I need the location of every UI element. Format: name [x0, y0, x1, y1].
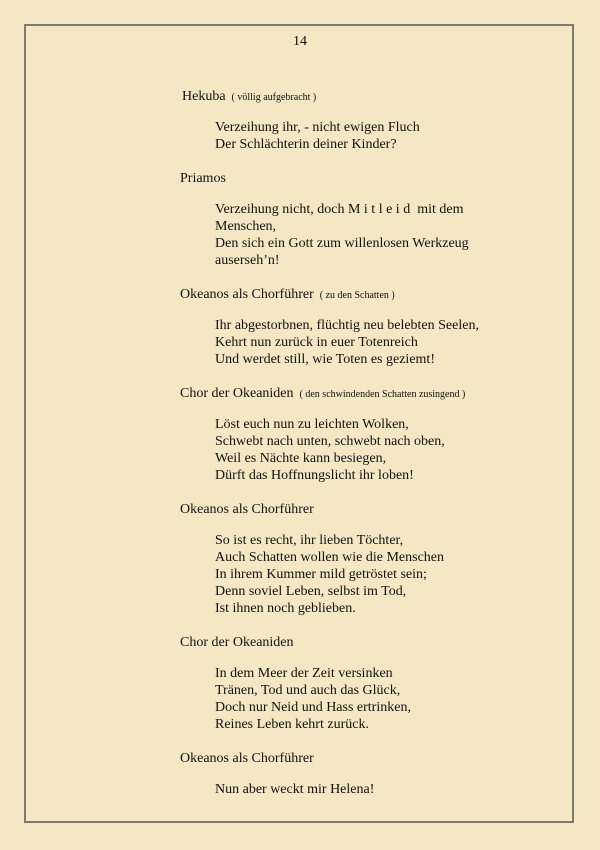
verse-line: So ist es recht, ihr lieben Töchter, [215, 533, 404, 548]
speaker-name: Okeanos als Chorführer [180, 502, 314, 517]
speech-block-chor [180, 385, 560, 484]
speech-block-okeanos [180, 286, 560, 368]
verse-line: Weil es Nächte kann besiegen, [215, 451, 387, 466]
page-number: 14 [293, 34, 307, 49]
speaker-line [180, 501, 560, 518]
verse-lines [215, 665, 560, 733]
verse-line: In ihrem Kummer mild getröstet sein; [215, 567, 427, 582]
emphasized-word: Mitleid [347, 202, 414, 217]
verse-lines [215, 532, 560, 617]
speech-block-okeanos [180, 750, 560, 798]
speaker-name: Okeanos als Chorführer [180, 751, 314, 766]
speaker-line [180, 634, 560, 651]
verse-line [215, 201, 560, 218]
verse-line: Verzeihung ihr, - nicht ewigen Fluch [215, 120, 420, 135]
verse-line: Und werdet still, wie Toten es geziemt! [215, 352, 435, 367]
verse-line: Dürft das Hoffnungslicht ihr loben! [215, 468, 414, 483]
verse-line: Schwebt nach unten, schwebt nach oben, [215, 434, 445, 449]
speaker-name: Hekuba [182, 89, 226, 104]
verse-text: mit dem [413, 202, 464, 217]
speaker-line [180, 170, 560, 187]
verse-line: Ist ihnen noch geblieben. [215, 601, 356, 616]
verse-line: Den sich ein Gott zum willenlosen Werkzeug [215, 236, 469, 251]
speaker-name: Chor der Okeaniden [180, 386, 294, 401]
verse-line: Der Schlächterin deiner Kinder? [215, 137, 397, 152]
stage-direction: ( zu den Schatten ) [319, 290, 395, 301]
stage-direction: ( den schwindenden Schatten zusingend ) [299, 389, 466, 400]
speaker-line [180, 385, 560, 402]
verse-lines [215, 119, 560, 153]
script-content [180, 88, 560, 798]
verse-line: Kehrt nun zurück in euer Totenreich [215, 335, 418, 350]
verse-lines [215, 317, 560, 368]
verse-line: Tränen, Tod und auch das Glück, [215, 683, 401, 698]
verse-line: Nun aber weckt mir Helena! [215, 782, 375, 797]
speech-block-priamos [180, 170, 560, 269]
speaker-line [180, 286, 560, 303]
stage-direction: ( völlig aufgebracht ) [231, 92, 317, 103]
speech-block-hekuba [182, 88, 560, 153]
verse-line: In dem Meer der Zeit versinken [215, 666, 393, 681]
verse-line: Denn soviel Leben, selbst im Tod, [215, 584, 407, 599]
speech-block-okeanos [180, 501, 560, 617]
speaker-line [182, 88, 560, 105]
verse-line: Löst euch nun zu leichten Wolken, [215, 417, 409, 432]
speaker-name: Priamos [180, 171, 226, 186]
speaker-name: Okeanos als Chorführer [180, 287, 314, 302]
speaker-line [180, 750, 560, 767]
verse-lines [215, 416, 560, 484]
verse-line: Ihr abgestorbnen, flüchtig neu belebten Seelen, [215, 318, 479, 333]
verse-line: Reines Leben kehrt zurück. [215, 717, 369, 732]
verse-line: Menschen, [215, 219, 277, 234]
verse-lines [215, 781, 560, 798]
verse-line: Doch nur Neid und Hass ertrinken, [215, 700, 411, 715]
speech-block-chor [180, 634, 560, 733]
verse-text: Verzeihung nicht, doch [215, 202, 348, 217]
verse-line: auserseh’n! [215, 253, 280, 268]
verse-lines [215, 201, 560, 269]
verse-line: Auch Schatten wollen wie die Menschen [215, 550, 444, 565]
speaker-name: Chor der Okeaniden [180, 635, 294, 650]
